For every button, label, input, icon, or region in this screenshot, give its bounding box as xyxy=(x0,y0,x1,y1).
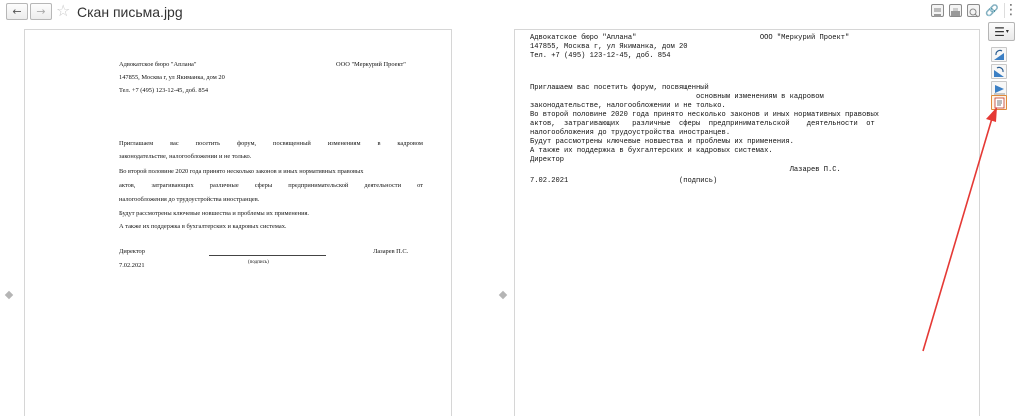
chevron-down-icon: ▾ xyxy=(1005,28,1009,35)
more-vertical-icon[interactable]: ⋮ xyxy=(1004,2,1018,18)
scan-paragraph3: Будут рассмотрены ключевые новшества и проблемы их применения. xyxy=(119,210,310,217)
rotate-right-button[interactable] xyxy=(991,64,1007,79)
next-icon xyxy=(993,83,1006,95)
side-menu-button[interactable] xyxy=(988,22,1015,41)
forward-button[interactable] xyxy=(30,3,52,20)
right-splitter-handle[interactable] xyxy=(499,291,507,299)
scan-paragraph1-line2: законодательстве, налогообложении и не только. xyxy=(119,153,252,160)
preview-icon[interactable] xyxy=(967,4,980,17)
scan-signature-caption: (подпись) xyxy=(248,260,269,265)
recognized-line: Тел. +7 (495) 123-12-45, доб. 854 xyxy=(530,52,671,60)
recognized-line: 147855, Москва г, ул Якиманка, дом 20 xyxy=(530,43,688,51)
arrow-head xyxy=(986,107,997,122)
scan-company-right: ООО "Меркурий Проект" xyxy=(336,61,406,68)
scan-company-left: Адвокатское бюро "Аплана" xyxy=(119,61,197,68)
recognized-line: Приглашаем вас посетить форум, посвященный xyxy=(530,84,709,92)
scan-signer: Лазарев П.С. xyxy=(373,248,409,255)
scan-address: 147855, Москва г, ул Якиманка, дом 20 xyxy=(119,74,225,81)
rotate-left-icon xyxy=(993,49,1006,61)
recognized-line: Лазарев П.С. xyxy=(530,166,841,174)
scan-date: 7.02.2021 xyxy=(119,262,145,269)
scan-paragraph4: А также их поддержка в бухгалтерских и кадровых системах. xyxy=(119,223,287,230)
arrow-right-icon: → xyxy=(36,5,46,18)
recognized-line: основным изменениям в кадровом xyxy=(530,93,824,101)
scan-paragraph2-line3: налогообложения до трудоустройства иностранцев. xyxy=(119,196,260,203)
scan-position: Директор xyxy=(119,248,145,255)
title-bar xyxy=(0,0,1024,24)
favorite-star-icon[interactable]: ☆ xyxy=(56,1,71,20)
link-icon[interactable]: 🔗 xyxy=(985,4,999,17)
left-splitter-handle[interactable] xyxy=(5,291,13,299)
arrow-left-icon: ← xyxy=(12,5,22,18)
recognized-line: законодательстве, налогообложении и не только. xyxy=(530,102,726,110)
recognized-line: Адвокатское бюро "Аплана" ООО "Меркурий Проект" xyxy=(530,34,850,42)
signature-line xyxy=(209,255,326,256)
recognized-line: 7.02.2021 (подпись) xyxy=(530,177,718,185)
back-button[interactable] xyxy=(6,3,28,20)
hamburger-menu-icon: ☰ xyxy=(994,24,1005,39)
arrow-shaft xyxy=(923,115,993,351)
scan-paragraph1-line1: Приглашаем вас посетить форум, посвященный изменениям в кадровом xyxy=(119,140,423,147)
next-button[interactable] xyxy=(991,81,1007,96)
rotate-left-button[interactable] xyxy=(991,47,1007,62)
recognized-line: Будут рассмотрены ключевые новшества и проблемы их применения. xyxy=(530,138,794,146)
recognized-line: Во второй половине 2020 года принято несколько законов и иных нормативных правовых xyxy=(530,111,880,119)
title-toolbar xyxy=(931,4,998,17)
recognized-line: Директор xyxy=(530,156,565,164)
scan-phone: Тел. +7 (495) 123-12-45, доб. 854 xyxy=(119,87,209,94)
recognized-line: актов, затрагивающих различные сферы предпринимательской деятельности от xyxy=(530,120,875,128)
scan-image-page xyxy=(24,29,452,416)
save-icon[interactable] xyxy=(931,4,944,17)
scan-paragraph2-line2: актов, затрагивающих различные сферы предпринимательской деятельности от xyxy=(119,182,423,189)
scan-paragraph2-line1: Во второй половине 2020 года принято несколько законов и иных нормативных правовых xyxy=(119,168,364,175)
print-icon[interactable] xyxy=(949,4,962,17)
document-title: Скан письма.jpg xyxy=(77,4,183,20)
annotation-arrow xyxy=(900,95,1010,360)
recognized-line: А также их поддержка в бухгалтерских и кадровых системах. xyxy=(530,147,773,155)
rotate-right-icon xyxy=(993,66,1006,78)
recognized-line: налогообложения до трудоустройства иностранцев. xyxy=(530,129,731,137)
